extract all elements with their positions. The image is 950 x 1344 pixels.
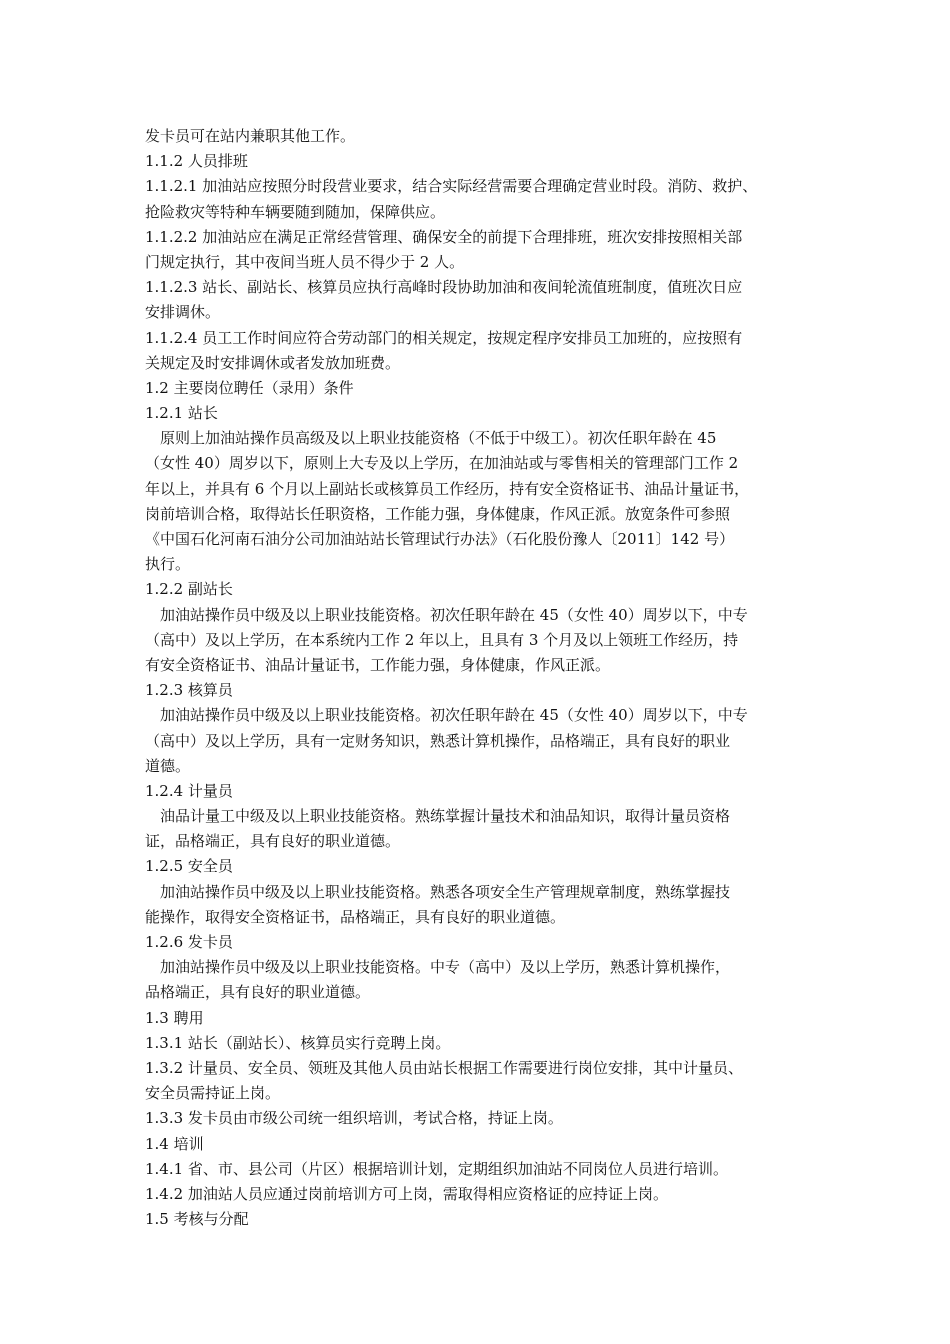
- text-line: 执行。: [145, 555, 191, 574]
- text-line: （女性 40）周岁以下，原则上大专及以上学历，在加油站或与零售相关的管理部门工作 2: [145, 454, 739, 473]
- text-line: 《中国石化河南石油分公司加油站站长管理试行办法》（石化股份豫人〔2011〕142 号）: [145, 530, 735, 548]
- text-line: 能操作，取得安全资格证书，品格端正，具有良好的职业道德。: [145, 907, 566, 926]
- text-line: 1.1.2.4 员工工作时间应符合劳动部门的相关规定，按规定程序安排员工加班的，应按照有: [145, 328, 743, 347]
- section-heading: 1.2.3 核算员: [145, 681, 233, 700]
- text-line: 门规定执行，其中夜间当班人员不得少于 2 人。: [145, 252, 465, 271]
- paragraph-line: 原则上加油站操作员高级及以上职业技能资格（不低于中级工）。初次任职年龄在 45: [160, 429, 717, 448]
- text-line: 1.4.1 省、市、县公司（片区）根据培训计划，定期组织加油站不同岗位人员进行培训。: [145, 1159, 728, 1178]
- text-line: 发卡员可在站内兼职其他工作。: [145, 127, 356, 145]
- section-heading: 1.2.6 发卡员: [145, 933, 233, 951]
- text-line: 1.3.1 站长（副站长）、核算员实行竞聘上岗。: [145, 1033, 451, 1052]
- text-line: 1.1.2.3 站长、副站长、核算员应执行高峰时段协助加油和夜间轮流值班制度，值班次日应: [145, 278, 743, 297]
- text-line: 关规定及时安排调休或者发放加班费。: [145, 353, 401, 372]
- paragraph-line: 加油站操作员中级及以上职业技能资格。初次任职年龄在 45（女性 40）周岁以下，中专: [160, 706, 748, 725]
- text-line: （高中）及以上学历，具有一定财务知识，熟悉计算机操作，品格端正，具有良好的职业: [145, 731, 731, 750]
- text-line: 安排调休。: [145, 303, 221, 322]
- section-heading: 1.2.5 安全员: [145, 857, 233, 876]
- text-line: 安全员需持证上岗。: [145, 1084, 281, 1103]
- section-heading: 1.4 培训: [145, 1134, 204, 1153]
- text-line: 1.3.3 发卡员由市级公司统一组织培训，考试合格，持证上岗。: [145, 1109, 563, 1128]
- text-line: 抢险救灾等特种车辆要随到随加，保障供应。: [145, 202, 446, 221]
- text-line: 1.4.2 加油站人员应通过岗前培训方可上岗，需取得相应资格证的应持证上岗。: [145, 1184, 668, 1203]
- text-line: 品格端正，具有良好的职业道德。: [145, 983, 371, 1002]
- document-body: [145, 124, 815, 1232]
- section-heading: 1.2.4 计量员: [145, 781, 233, 800]
- text-line: 道德。: [145, 756, 191, 775]
- paragraph-line: 加油站操作员中级及以上职业技能资格。熟悉各项安全生产管理规章制度，熟练掌握技: [160, 882, 731, 901]
- paragraph-line: 加油站操作员中级及以上职业技能资格。初次任职年龄在 45（女性 40）周岁以下，中专: [160, 605, 748, 624]
- paragraph-line: 油品计量工中级及以上职业技能资格。熟练掌握计量技术和油品知识，取得计量员资格: [160, 807, 731, 826]
- text-line: （高中）及以上学历，在本系统内工作 2 年以上，且具有 3 个月及以上领班工作经历，持: [145, 630, 739, 649]
- section-heading: 1.3 聘用: [145, 1008, 204, 1027]
- text-line: 年以上，并具有 6 个月以上副站长或核算员工作经历，持有安全资格证书、油品计量证书，: [145, 479, 750, 498]
- text-line: 1.1.2.2 加油站应在满足正常经营管理、确保安全的前提下合理排班，班次安排按照相关部: [145, 227, 743, 246]
- section-heading: 1.2 主要岗位聘任（录用）条件: [145, 378, 354, 397]
- text-line: 1.3.2 计量员、安全员、领班及其他人员由站长根据工作需要进行岗位安排，其中计量员、: [145, 1058, 743, 1077]
- section-heading: 1.5 考核与分配: [145, 1210, 249, 1229]
- text-line: 有安全资格证书、油品计量证书，工作能力强，身体健康，作风正派。: [145, 655, 611, 674]
- text-line: 岗前培训合格，取得站长任职资格，工作能力强，身体健康，作风正派。放宽条件可参照: [145, 504, 731, 523]
- paragraph-line: 加油站操作员中级及以上职业技能资格。中专（高中）及以上学历，熟悉计算机操作，: [160, 958, 731, 977]
- section-heading: 1.2.2 副站长: [145, 580, 233, 599]
- text-line: 证，品格端正，具有良好的职业道德。: [145, 832, 401, 851]
- section-heading: 1.1.2 人员排班: [145, 152, 248, 171]
- text-line: 1.1.2.1 加油站应按照分时段营业要求，结合实际经营需要合理确定营业时段。消防、救护、: [145, 177, 758, 196]
- section-heading: 1.2.1 站长: [145, 404, 218, 423]
